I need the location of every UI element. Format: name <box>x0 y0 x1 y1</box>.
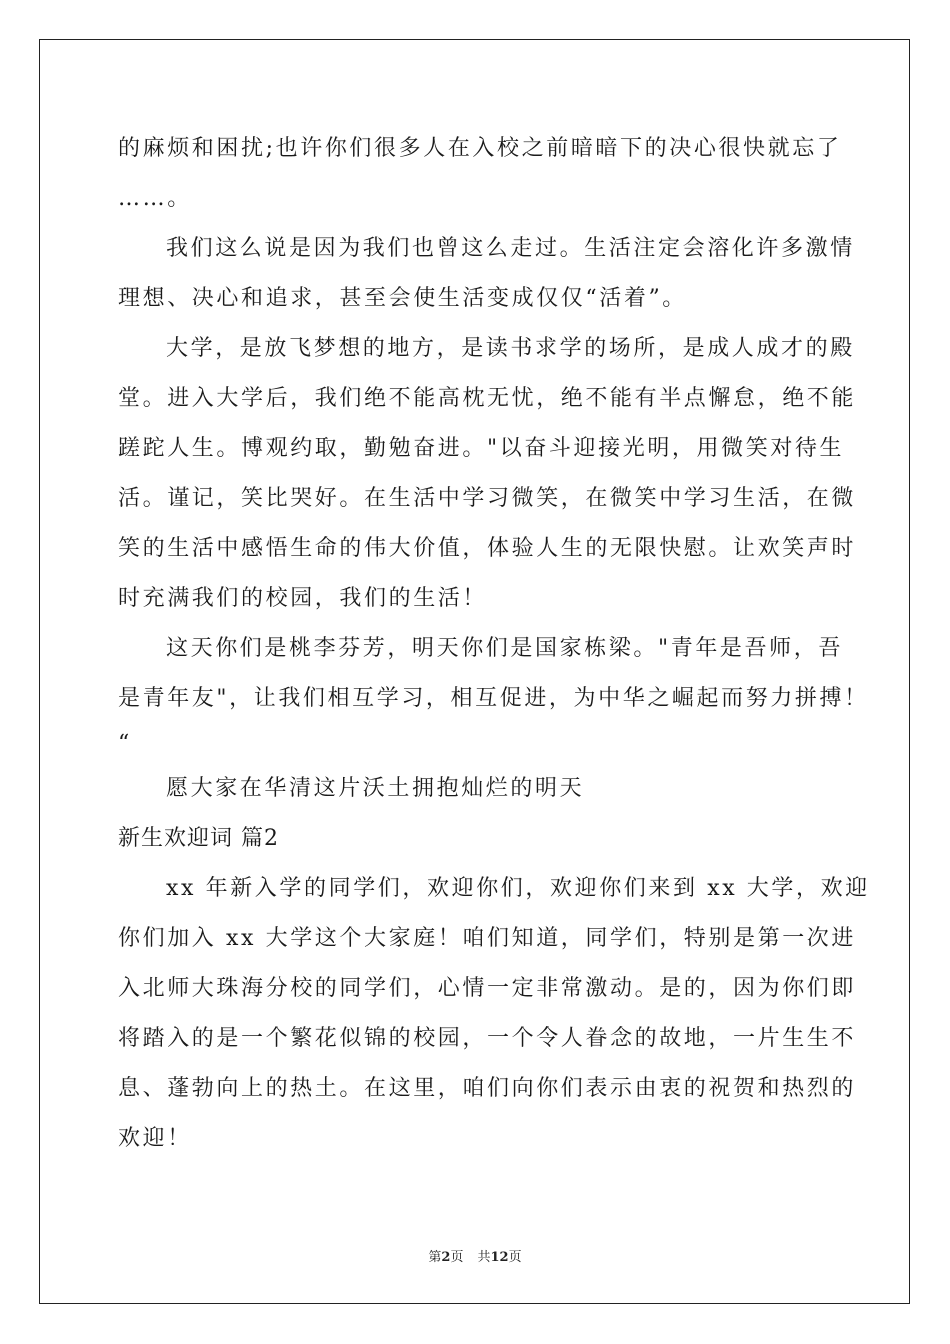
text-line: 是青年友"，让我们相互学习，相互促进，为中华之崛起而努力拼搏！ <box>118 686 869 711</box>
text-line: 你们加入 xx 大学这个大家庭！咱们知道，同学们，特别是第一次进 <box>118 926 857 951</box>
text-line: 的麻烦和困扰;也许你们很多人在入校之前暗暗下的决心很快就忘了 <box>118 136 842 161</box>
text-line: 入北师大珠海分校的同学们，心情一定非常激动。是的，因为你们即 <box>118 976 857 1001</box>
text-line: 时充满我们的校园，我们的生活！ <box>118 586 488 611</box>
page-footer <box>0 1246 950 1265</box>
text-line: 蹉跎人生。博观约取，勤勉奋进。"以奋斗迎接光明，用微笑对待生 <box>118 436 845 461</box>
paragraph-start: xx 年新入学的同学们，欢迎你们，欢迎你们来到 xx 大学，欢迎 <box>166 876 870 901</box>
total-prefix: 共 <box>477 1250 491 1265</box>
paragraph-start: 愿大家在华清这片沃土拥抱灿烂的明天 <box>166 776 585 801</box>
text-line: 活。谨记，笑比哭好。在生活中学习微笑，在微笑中学习生活，在微 <box>118 486 857 511</box>
text-line: “ <box>118 731 132 756</box>
paragraph-start: 我们这么说是因为我们也曾这么走过。生活注定会溶化许多激情 <box>166 236 855 261</box>
page-prefix: 第 <box>428 1250 442 1265</box>
text-line: ……。 <box>118 186 192 211</box>
text-line: 将踏入的是一个繁花似锦的校园，一个令人眷念的故地，一片生生不 <box>118 1026 857 1051</box>
document-body <box>118 124 870 1164</box>
text-line: 息、蓬勃向上的热土。在这里，咱们向你们表示由衷的祝贺和热烈的 <box>118 1076 857 1101</box>
section-heading: 新生欢迎词 篇2 <box>118 826 279 851</box>
page-current: 2 <box>441 1250 451 1265</box>
page-total: 12 <box>490 1250 509 1265</box>
text-line: 堂。进入大学后，我们绝不能高枕无忧，绝不能有半点懈怠，绝不能 <box>118 386 857 411</box>
total-suffix: 页 <box>508 1250 522 1265</box>
page-suffix: 页 <box>450 1250 464 1265</box>
text-line: 笑的生活中感悟生命的伟大价值，体验人生的无限快慰。让欢笑声时 <box>118 536 857 561</box>
text-line: 理想、决心和追求，甚至会使生活变成仅仅“活着”。 <box>118 286 687 311</box>
text-line: 欢迎！ <box>118 1126 192 1151</box>
paragraph-start: 这天你们是桃李芬芳，明天你们是国家栋梁。"青年是吾师，吾 <box>166 636 843 661</box>
paragraph-start: 大学，是放飞梦想的地方，是读书求学的场所，是成人成才的殿 <box>166 336 855 361</box>
